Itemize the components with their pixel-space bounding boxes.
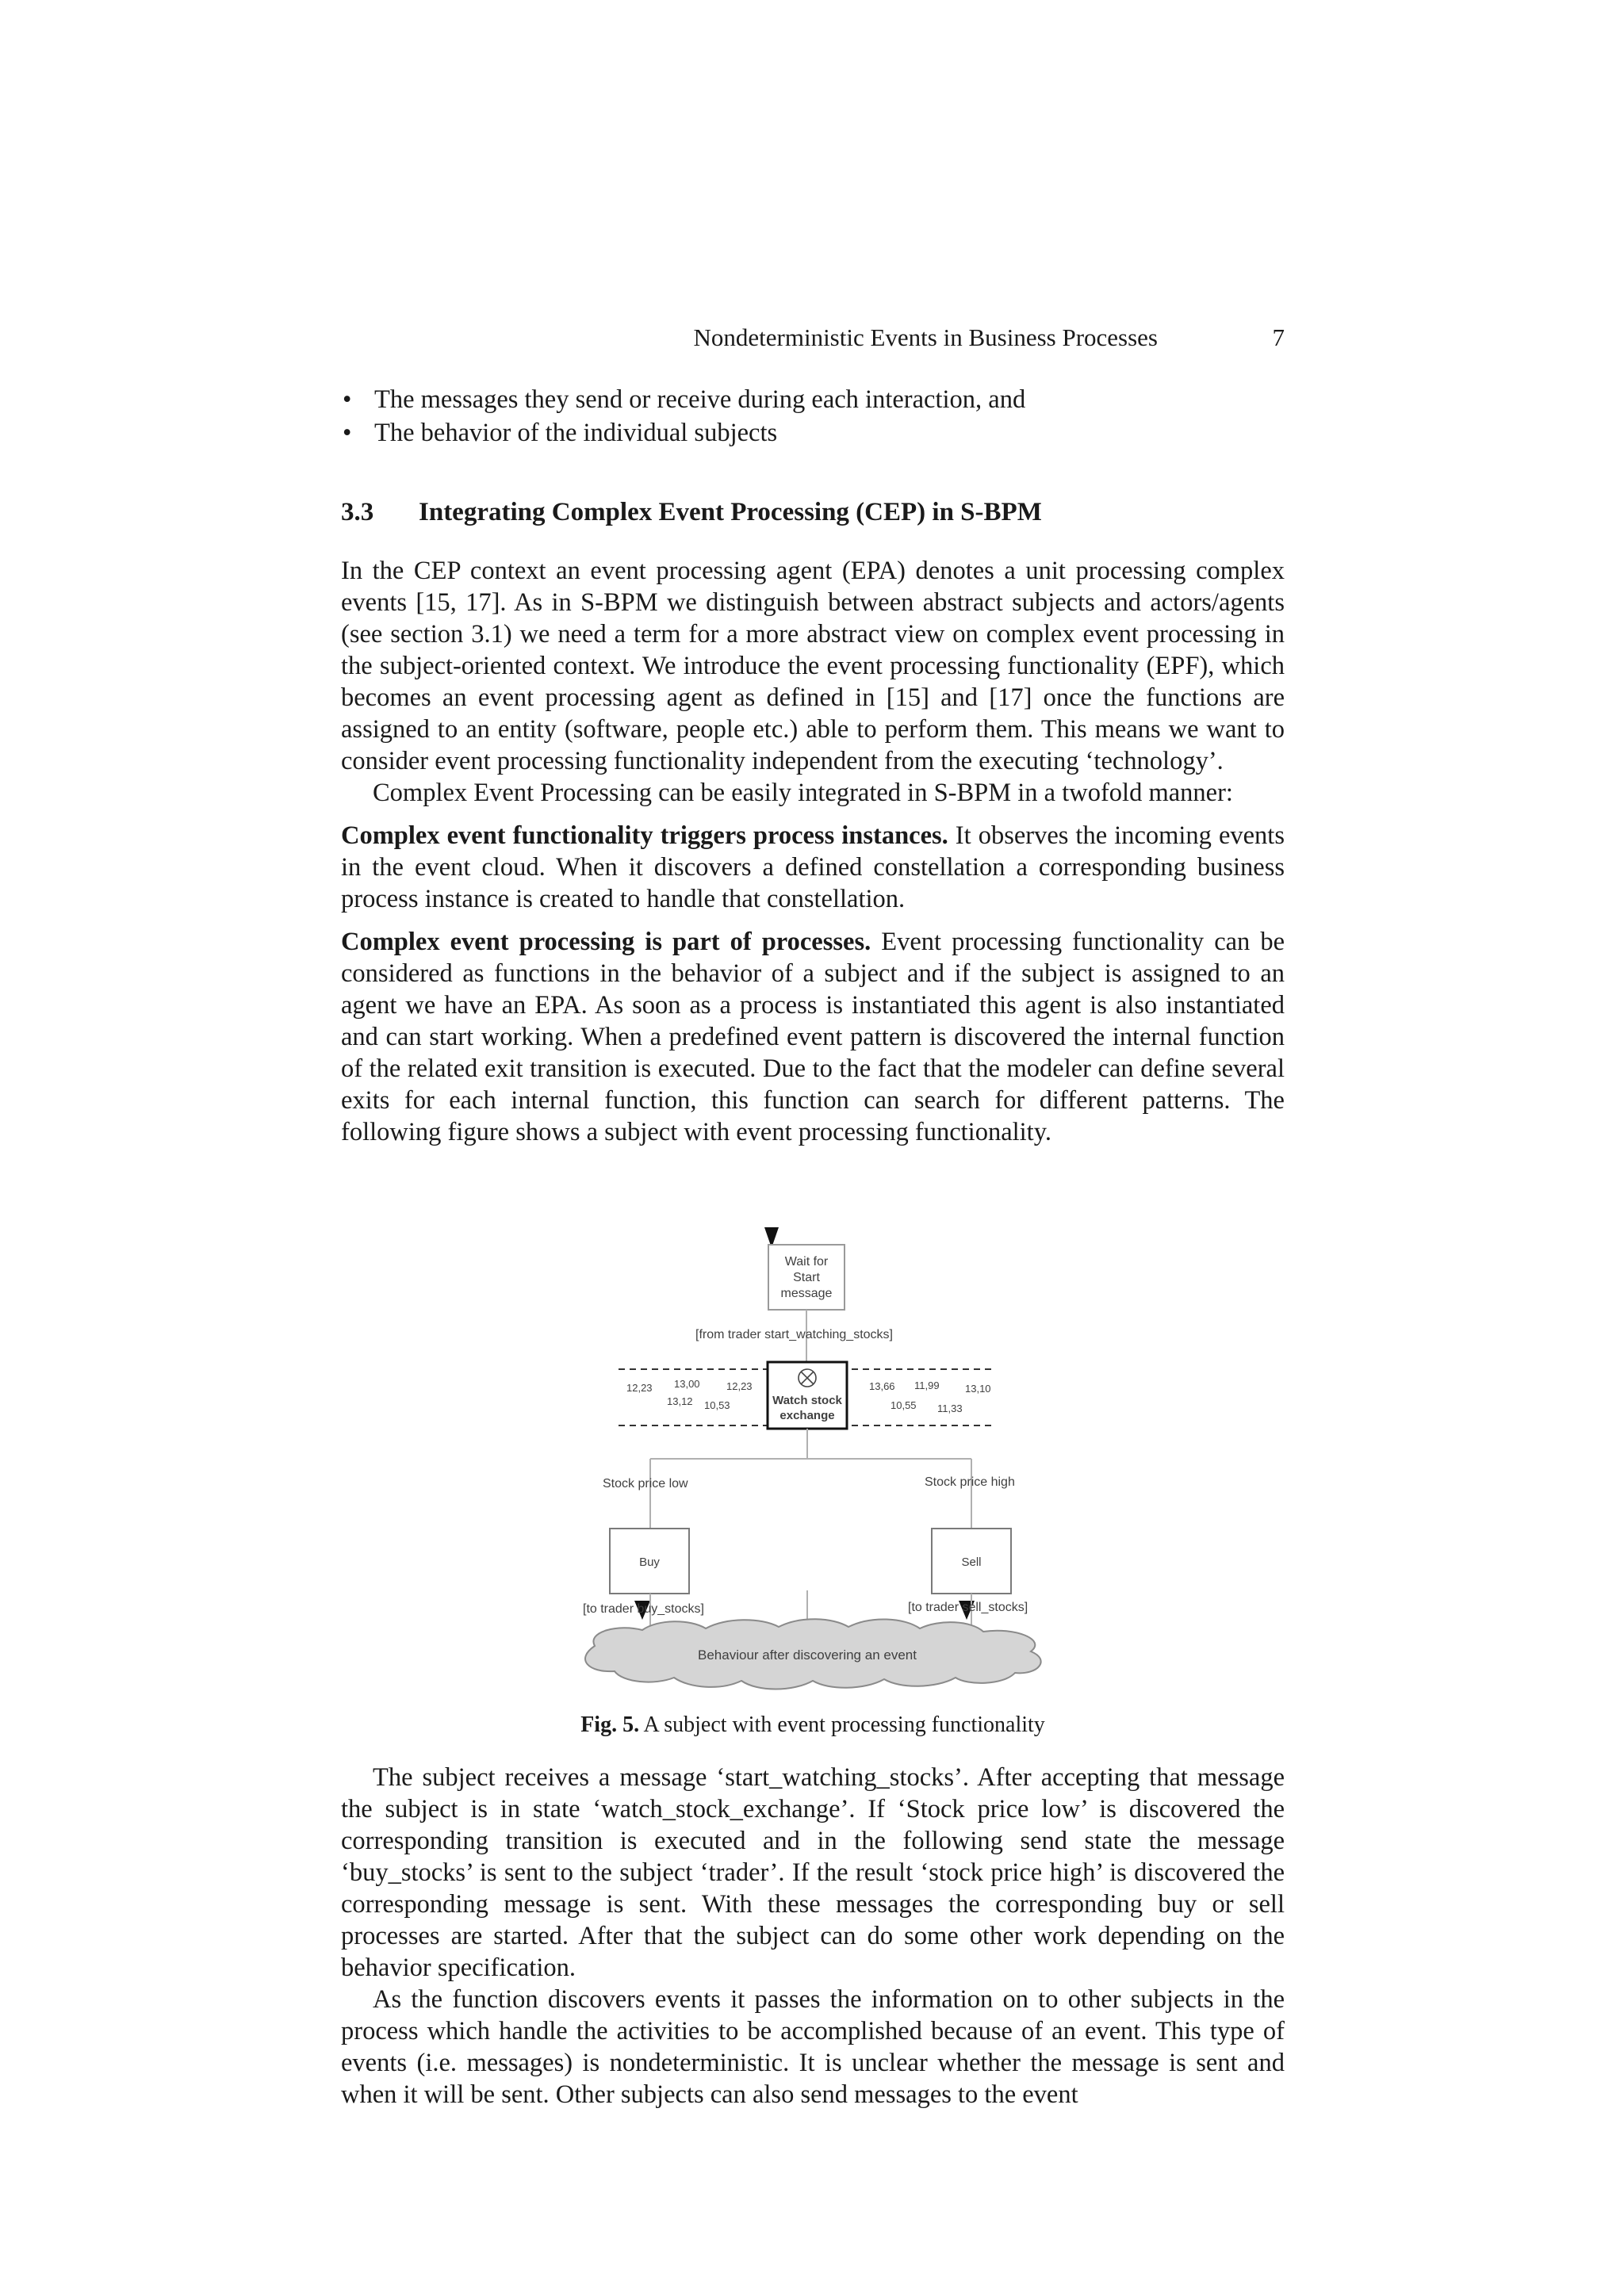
text-block-upper (341, 555, 1285, 1148)
to-trader-sell-label: [to trader sell_stocks] (908, 1601, 1028, 1614)
paragraph-part-body: Event processing functionality can be considered as functions in the behavior of a subject and if the subject is assigned to an agent we have an EPA. As soon as a process is instantiated this agent is also instantiated and can start working. When a predefined event pattern is discovered the internal function of the related exit transition is executed. Due to the fact that the modeler can define several exits for each internal function, this function can search for different patterns. The following figure shows a subject with event processing functionality. (341, 928, 1285, 1146)
paragraph-function-discovers: As the function discovers events it passes the information on to other subjects in the process which handle the activities to be accomplished because of an event. This type of events (i.e. messages) is nondeterministic. It is unclear whether the message is sent and when it will be sent. Other subjects can also send messages to the event (341, 1985, 1285, 2109)
price-tick: 10,55 (891, 1399, 917, 1411)
price-tick: 12,23 (626, 1382, 653, 1394)
paragraph-triggers-body: It observes the incoming events in the event cloud. When it discovers a defined constellation a corresponding business process instance is created to handle that constellation. (341, 821, 1285, 913)
price-tick: 13,10 (965, 1383, 991, 1395)
running-header (341, 323, 1285, 355)
bullet-icon: • (343, 419, 352, 447)
price-tick: 12,23 (726, 1380, 753, 1392)
section-title: Integrating Complex Event Processing (CEP) in S-BPM (419, 498, 1042, 526)
paragraph-part-of-processes (341, 926, 1285, 1148)
bullet-icon: • (343, 385, 352, 414)
price-tick: 11,99 (914, 1380, 940, 1391)
paragraph-triggers (341, 820, 1285, 915)
bullet-text: The behavior of the individual subjects (374, 419, 778, 447)
price-tick: 10,53 (704, 1399, 730, 1411)
to-trader-buy-label: [to trader buy_stocks] (583, 1602, 704, 1616)
price-tick: 13,00 (674, 1378, 700, 1390)
buy-label: Buy (639, 1556, 660, 1569)
caption-text: A subject with event processing functionality (639, 1712, 1045, 1737)
wait-label-2: Start (793, 1271, 820, 1284)
paragraph-subject-receives: The subject receives a message ‘start_watching_stocks’. After accepting that message the subject is in state ‘watch_stock_exchange’. If ‘Stock price low’ is discovered the corresponding transition is executed and in the following send state the message ‘buy_stocks’ is sent to the subject ‘trader’. If the result ‘stock price high’ is discovered the corresponding message is sent. With these messages the corresponding buy or sell processes are started. After that the subject can do some other work depending on the behavior specification. (341, 1763, 1285, 1982)
list-item (341, 384, 1285, 417)
price-tick: 13,66 (869, 1380, 895, 1392)
from-trader-label: [from trader start_watching_stocks] (695, 1328, 893, 1341)
paragraph-twofold: Complex Event Processing can be easily integrated in S-BPM in a twofold manner: (373, 779, 1233, 807)
running-title: Nondeterministic Events in Business Processes (693, 323, 1158, 351)
wait-label-3: message (780, 1287, 833, 1300)
paragraph-epa: In the CEP context an event processing agent (EPA) denotes a unit processing complex events [15, 17]. As in S-BPM we distinguish between abstract subjects and actors/agents (see section 3.1) we need a term for a more abstract view on complex event processing in the subject-oriented context. We introduce the event processing functionality (EPF), which becomes an event processing agent as defined in [15] and [17] once the functions are assigned to an entity (software, people etc.) able to perform them. This means we want to consider event processing functionality independent from the executing ‘technology’. (341, 557, 1285, 775)
figure-5 (571, 1227, 1063, 1703)
page-number: 7 (1272, 323, 1285, 351)
text-block-lower (341, 1762, 1285, 2110)
paragraph-part-lead: Complex event processing is part of processes. (341, 928, 871, 956)
paragraph-triggers-lead: Complex event functionality triggers process instances. (341, 821, 948, 850)
list-item (341, 417, 1285, 450)
section-number: 3.3 (341, 498, 374, 526)
price-tick: 11,33 (937, 1402, 963, 1414)
stock-price-low-label: Stock price low (603, 1477, 688, 1490)
process-diagram (571, 1227, 1063, 1703)
cloud-label: Behaviour after discovering an event (698, 1647, 917, 1663)
section-heading (341, 498, 1042, 527)
watch-label-1: Watch stock (772, 1394, 842, 1407)
caption-label: Fig. 5. (580, 1712, 640, 1737)
watch-label-2: exchange (779, 1409, 835, 1422)
bullet-text: The messages they send or receive during each interaction, and (374, 385, 1026, 414)
sell-label: Sell (961, 1556, 982, 1569)
price-tick: 13,12 (667, 1395, 693, 1407)
wait-label-1: Wait for (784, 1255, 829, 1269)
stock-price-high-label: Stock price high (925, 1475, 1015, 1489)
bullet-list (341, 384, 1285, 450)
figure-caption (341, 1712, 1285, 1738)
